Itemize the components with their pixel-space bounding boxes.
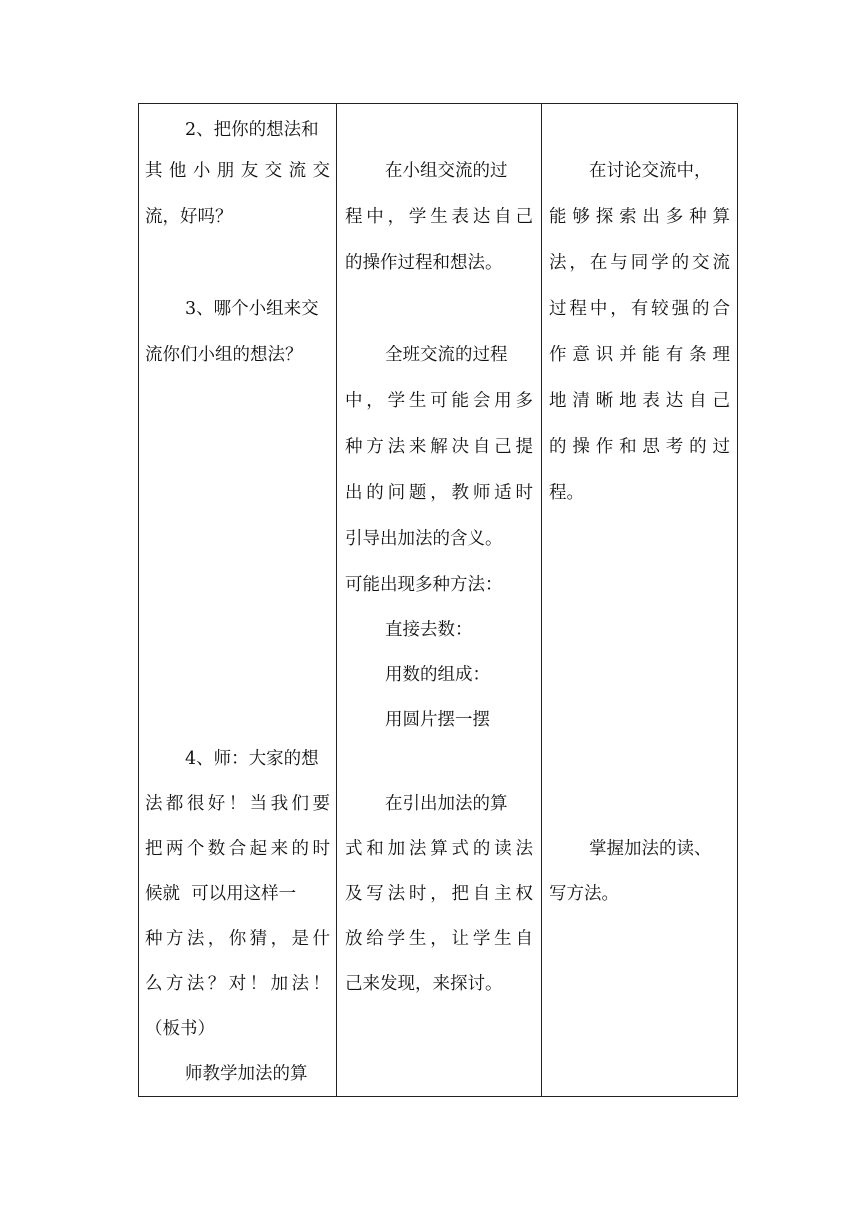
text-line: 直接去数： [385,620,473,640]
text-line: 4、师：大家的想 [185,749,319,769]
text-line: 在讨论交流中， [589,161,712,181]
text-line: 放给学生，让学生自 [345,929,533,949]
text-line: 种方法来解决自己提 [345,437,533,457]
text-line: 候就 可以用这样一 [145,884,297,904]
text-line: 3、哪个小组来交 [185,299,319,319]
text-line: 把两个数合起来的时 [145,839,330,859]
text-line: 的操作过程和想法。 [345,253,503,273]
text-line: 中，学生可能会用多 [345,391,533,411]
text-line: 用圆片摆一摆 [385,710,490,730]
text-line: 的操作和思考的过 [549,437,730,457]
text-line: 掌握加法的读、 [589,839,712,859]
text-line: 己来发现，来探讨。 [345,974,503,994]
text-line: 用数的组成： [385,665,490,685]
text-line: 程。 [549,483,584,503]
text-line: 在引出加法的算 [385,794,508,814]
text-line: 么方法？对！加法！ [145,974,330,994]
text-line: 2、把你的想法和 [185,120,319,140]
text-line: 法都很好！当我们要 [145,794,330,814]
text-line: 及写法时，把自主权 [345,884,533,904]
column-divider-2 [541,104,542,1096]
text-line: 写方法。 [549,884,619,904]
text-line: 过程中，有较强的合 [549,299,730,319]
text-line: 法，在与同学的交流 [549,253,730,273]
text-line: 全班交流的过程 [385,345,508,365]
text-line: 能够探索出多种算 [549,207,730,227]
text-line: 式和加法算式的读法 [345,839,533,859]
text-line: 流，好吗？ [145,207,233,227]
column-divider-1 [336,104,337,1096]
text-line: 师教学加法的算 [185,1064,308,1084]
text-line: 程中，学生表达自己 [345,207,533,227]
text-line: 种方法，你猜，是什 [145,929,330,949]
text-line: 其他小朋友交流交 [145,161,330,181]
text-line: 出的问题，教师适时 [345,483,533,503]
text-line: 作意识并能有条理 [549,345,730,365]
text-line: 流你们小组的想法？ [145,345,303,365]
text-line: 可能出现多种方法： [345,575,503,595]
text-line: 地清晰地表达自己 [549,391,730,411]
text-line: 引导出加法的含义。 [345,529,503,549]
text-line: （板书） [145,1019,215,1039]
text-line: 在小组交流的过 [385,161,508,181]
